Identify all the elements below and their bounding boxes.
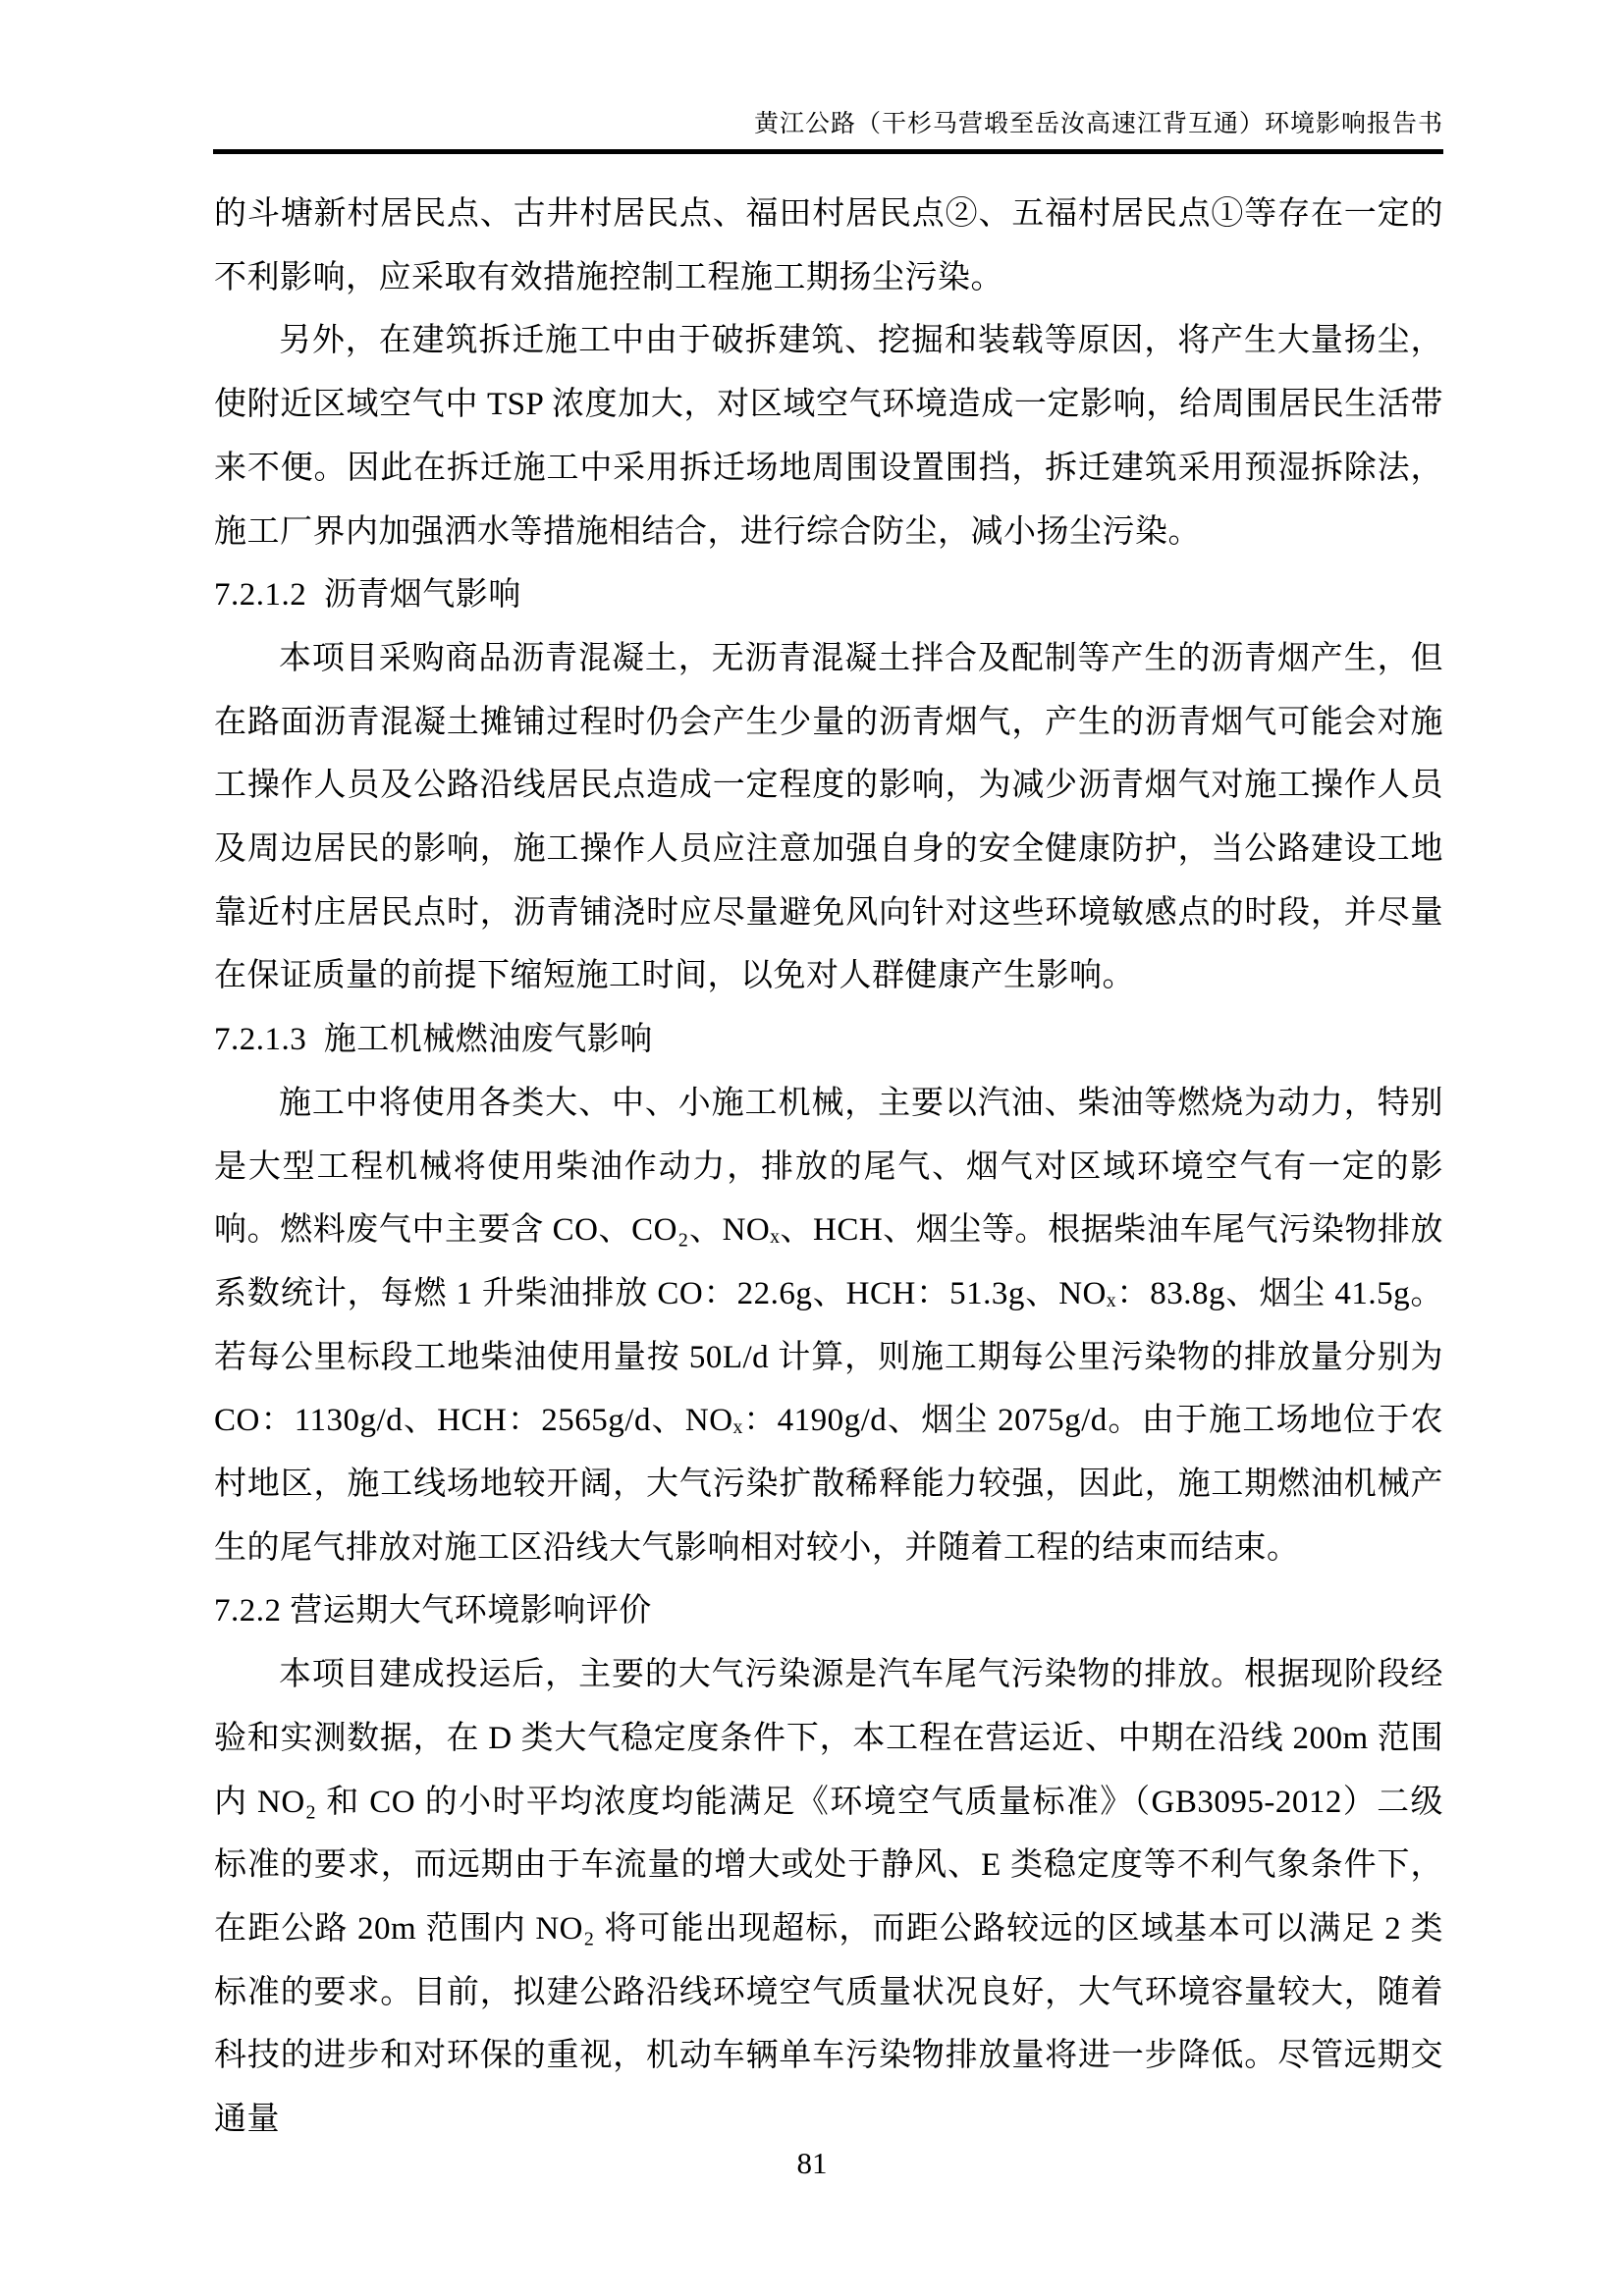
paragraph-demolition-dust: 另外，在建筑拆迁施工中由于破拆建筑、挖掘和装载等原因，将产生大量扬尘，使附近区域空气中 TSP 浓度加大，对区域空气环境造成一定影响，给周围居民生活带来不便。因此在拆迁施工中采用拆迁场地周围设置围挡，拆迁建筑采用预湿拆除法，施工厂界内加强洒水等措施相结合，进行综合防尘，减小扬尘污染。	[214, 323, 1443, 550]
paragraph-operation-period: 本项目建成投运后，主要的大气污染源是汽车尾气污染物的排放。根据现阶段经验和实测数据，在 D 类大气稳定度条件下，本工程在营运近、中期在沿线 200m 范围内 NO₂ 和 CO 的小时平均浓度均能满足《环境空气质量标准》（GB3095-2012）二级标准的要求，而远期由于车流量的增大或处于静风、E 类稳定度等不利气象条件下，在距公路 20m 范围内 NO₂ 将可能出现超标，而距公路较远的区域基本可以满足 2 类标准的要求。目前，拟建公路沿线环境空气质量状况良好，大气环境容量较大，随着科技的进步和对环保的重视，机动车辆单车污染物排放量将进一步降低。尽管远期交通量	[214, 1657, 1444, 2138]
section-heading-7-2-1-3: 7.2.1.3 施工机械燃油废气影响	[214, 1022, 653, 1058]
paragraph-machinery-exhaust: 施工中将使用各类大、中、小施工机械，主要以汽油、柴油等燃烧为动力，特别是大型工程机械将使用柴油作动力，排放的尾气、烟气对区域环境空气有一定的影响。燃料废气中主要含 CO、CO₂、NOₓ、HCH、烟尘等。根据柴油车尾气污染物排放系数统计，每燃 1 升柴油排放 CO：22.6g、HCH：51.3g、NOₓ：83.8g、烟尘 41.5g。若每公里标段工地柴油使用量按 50L/d 计算，则施工期每公里污染物的排放量分别为 CO：1130g/d、HCH：2565g/d、NOₓ：4190g/d、烟尘 2075g/d。由于施工场地位于农村地区，施工线场地较开阔，大气污染扩散稀释能力较强，因此，施工期燃油机械产生的尾气排放对施工区沿线大气影响相对较小，并随着工程的结束而结束。	[214, 1085, 1443, 1566]
paragraph-dust-impact-continuation: 的斗塘新村居民点、古井村居民点、福田村居民点②、五福村居民点①等存在一定的不利影响，应采取有效措施控制工程施工期扬尘污染。	[214, 196, 1443, 295]
section-heading-7-2-2: 7.2.2 营运期大气环境影响评价	[214, 1593, 652, 1629]
page-number: 81	[796, 2146, 828, 2180]
header-divider-rule	[213, 149, 1443, 154]
document-body	[214, 183, 1443, 2152]
page-header-title: 黄江公路（干杉马营塅至岳汝高速江背互通）环境影响报告书	[753, 111, 1443, 137]
paragraph-asphalt-fume: 本项目采购商品沥青混凝土，无沥青混凝土拌合及配制等产生的沥青烟产生，但在路面沥青混凝土摊铺过程时仍会产生少量的沥青烟气，产生的沥青烟气可能会对施工操作人员及公路沿线居民点造成一定程度的影响，为减少沥青烟气对施工操作人员及周边居民的影响，施工操作人员应注意加强自身的安全健康防护，当公路建设工地靠近村庄居民点时，沥青铺浇时应尽量避免风向针对这些环境敏感点的时段，并尽量在保证质量的前提下缩短施工时间，以免对人群健康产生影响。	[214, 640, 1443, 994]
section-heading-7-2-1-2: 7.2.1.2 沥青烟气影响	[214, 577, 521, 614]
